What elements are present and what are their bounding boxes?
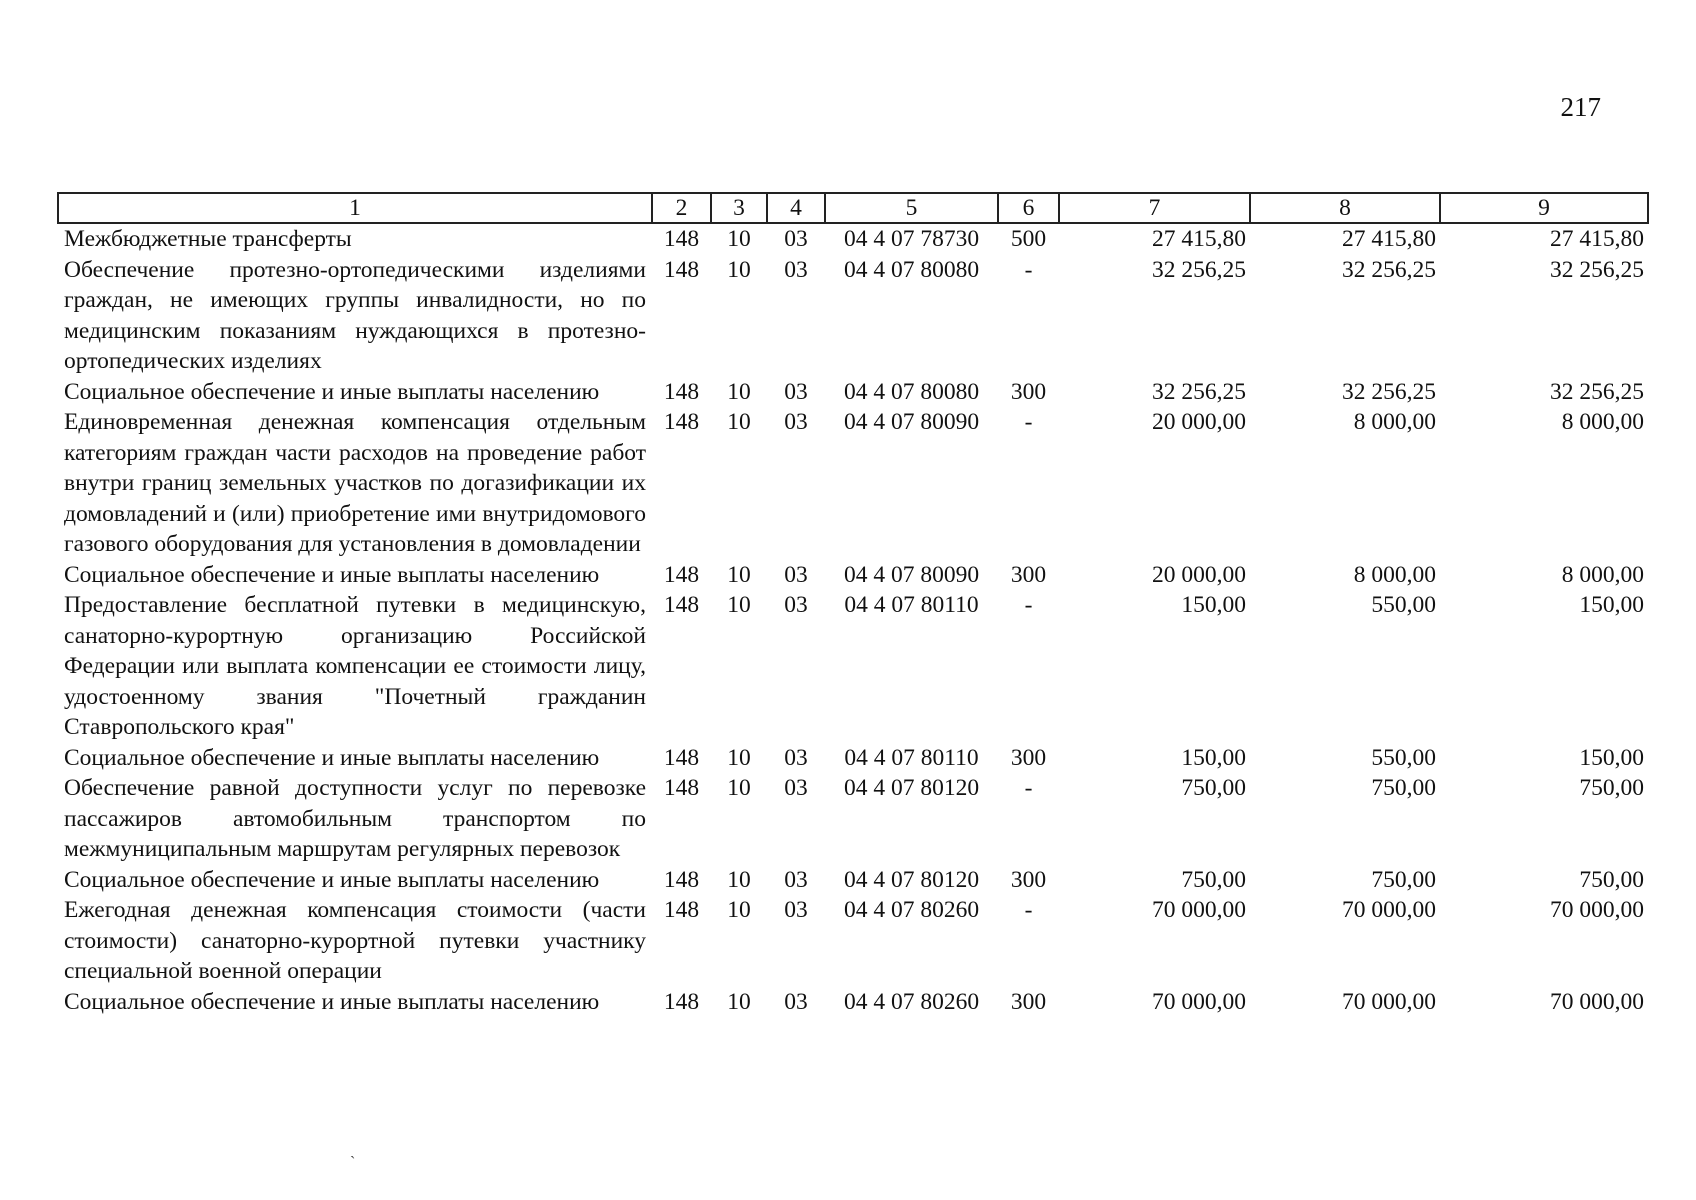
cell-col-4: 03: [784, 378, 808, 405]
table-row: [58, 865, 1648, 896]
cell-col-8: 8 000,00: [1353, 409, 1436, 435]
cell-col-2: 148: [663, 775, 700, 801]
table-row: [58, 560, 1648, 591]
cell-col-6: 300: [1010, 744, 1047, 771]
cell-col-5: 04 4 07 80090: [843, 561, 980, 588]
row-name: Предоставление бесплатной путевки в медицинскую, санаторно-курортную организацию Российской Федерации или выплата компенсации ее стоимости лицу, удостоенному звания "Почетный гражданин Ставропольского края": [64, 592, 646, 740]
cell-col-3: 10: [727, 226, 751, 252]
column-header-7: 7: [1059, 193, 1250, 223]
cell-col-5: 04 4 07 80110: [844, 592, 979, 618]
cell-col-3: 10: [727, 378, 751, 405]
cell-col-2: 148: [663, 744, 700, 771]
cell-col-7: 750,00: [1181, 866, 1246, 893]
table-row: [58, 743, 1648, 774]
cell-col-7: 70 000,00: [1152, 988, 1246, 1015]
table-row: [58, 895, 1648, 987]
cell-col-5: 04 4 07 80120: [843, 866, 980, 893]
cell-col-9: 70 000,00: [1550, 897, 1644, 923]
header-row: [58, 193, 1648, 223]
cell-col-7: 750,00: [1181, 775, 1246, 801]
column-header-8: 8: [1250, 193, 1440, 223]
page-number: 217: [1560, 92, 1601, 122]
table-row: [58, 377, 1648, 408]
row-name: Обеспечение протезно-ортопедическими изделиями граждан, не имеющих группы инвалидности, но по медицинским показаниям нуждающихся в протезно-ортопедических изделиях: [64, 256, 646, 374]
cell-col-9: 8 000,00: [1561, 409, 1644, 435]
cell-col-4: 03: [784, 561, 808, 588]
cell-col-3: 10: [727, 744, 751, 771]
cell-col-7: 150,00: [1181, 744, 1246, 771]
cell-col-3: 10: [727, 988, 751, 1015]
cell-col-3: 10: [727, 775, 751, 801]
table-row: [58, 223, 1648, 255]
cell-col-5: 04 4 07 80260: [843, 897, 980, 923]
cell-col-8: 70 000,00: [1342, 988, 1436, 1015]
row-name: Социальное обеспечение и иные выплаты населению: [64, 744, 600, 771]
row-name: Социальное обеспечение и иные выплаты населению: [64, 561, 600, 588]
column-header-3: 3: [711, 193, 767, 223]
cell-col-5: 04 4 07 78730: [843, 226, 980, 252]
cell-col-5: 04 4 07 80110: [844, 744, 979, 771]
cell-col-8: 750,00: [1371, 775, 1436, 801]
cell-col-6: 500: [1010, 226, 1047, 252]
cell-col-5: 04 4 07 80120: [843, 775, 980, 801]
cell-col-6: 300: [1010, 561, 1047, 588]
cell-col-8: 27 415,80: [1342, 226, 1436, 252]
cell-col-6: -: [1024, 256, 1033, 283]
cell-col-4: 03: [784, 988, 808, 1015]
cell-col-4: 03: [784, 744, 808, 771]
column-header-2: 2: [652, 193, 711, 223]
cell-col-8: 8 000,00: [1353, 561, 1436, 588]
cell-col-9: 32 256,25: [1550, 378, 1644, 405]
column-header-4: 4: [767, 193, 825, 223]
row-name: Обеспечение равной доступности услуг по перевозке пассажиров автомобильным транспортом по межмуниципальным маршрутам регулярных перевозок: [64, 775, 646, 862]
budget-table: [57, 192, 1649, 1017]
cell-col-7: 32 256,25: [1152, 378, 1246, 405]
cell-col-5: 04 4 07 80080: [843, 378, 980, 405]
table-row: [58, 255, 1648, 377]
cell-col-6: 300: [1010, 988, 1047, 1015]
cell-col-9: 8 000,00: [1561, 561, 1644, 588]
cell-col-3: 10: [727, 409, 751, 435]
row-name: Единовременная денежная компенсация отдельным категориям граждан части расходов на проведение работ внутри границ земельных участков по догазификации их домовладений и (или) приобретение ими внутридомового газового оборудования для установления в домовладении: [64, 409, 646, 557]
cell-col-2: 148: [663, 226, 700, 252]
cell-col-9: 150,00: [1579, 592, 1644, 618]
cell-col-7: 20 000,00: [1152, 409, 1246, 435]
cell-col-6: -: [1024, 409, 1033, 435]
cell-col-2: 148: [663, 409, 700, 435]
cell-col-5: 04 4 07 80260: [843, 988, 980, 1015]
row-name: Ежегодная денежная компенсация стоимости (части стоимости) санаторно-курортной путевки участнику специальной военной операции: [64, 897, 646, 984]
cell-col-6: -: [1024, 592, 1033, 618]
cell-col-3: 10: [727, 866, 751, 893]
table-row: [58, 590, 1648, 743]
cell-col-2: 148: [663, 561, 700, 588]
cell-col-7: 32 256,25: [1152, 256, 1246, 283]
cell-col-9: 150,00: [1579, 744, 1644, 771]
table-row: [58, 773, 1648, 865]
cell-col-2: 148: [663, 378, 700, 405]
cell-col-2: 148: [663, 592, 700, 618]
cell-col-5: 04 4 07 80090: [843, 409, 980, 435]
cell-col-6: 300: [1010, 866, 1047, 893]
column-header-6: 6: [998, 193, 1059, 223]
cell-col-8: 550,00: [1371, 592, 1436, 618]
cell-col-3: 10: [727, 897, 751, 923]
cell-col-9: 32 256,25: [1550, 256, 1644, 283]
cell-col-4: 03: [784, 866, 808, 893]
cell-col-3: 10: [727, 256, 751, 283]
cell-col-7: 27 415,80: [1152, 226, 1246, 252]
cell-col-4: 03: [784, 775, 808, 801]
row-name: Межбюджетные трансферты: [64, 226, 352, 252]
cell-col-6: -: [1024, 897, 1033, 923]
cell-col-8: 32 256,25: [1342, 256, 1436, 283]
cell-col-7: 70 000,00: [1152, 897, 1246, 923]
column-header-9: 9: [1440, 193, 1648, 223]
cell-col-6: -: [1024, 775, 1033, 801]
cell-col-4: 03: [784, 409, 808, 435]
cell-col-9: 70 000,00: [1550, 988, 1644, 1015]
cell-col-2: 148: [663, 988, 700, 1015]
cell-col-6: 300: [1010, 378, 1047, 405]
column-header-1: 1: [58, 193, 652, 223]
cell-col-4: 03: [784, 592, 808, 618]
column-header-5: 5: [825, 193, 998, 223]
cell-col-8: 70 000,00: [1342, 897, 1436, 923]
scan-speck: ˎ: [350, 1142, 356, 1159]
table-row: [58, 407, 1648, 560]
cell-col-9: 27 415,80: [1550, 226, 1644, 252]
cell-col-7: 20 000,00: [1152, 561, 1246, 588]
cell-col-5: 04 4 07 80080: [843, 256, 980, 283]
cell-col-2: 148: [663, 256, 700, 283]
row-name: Социальное обеспечение и иные выплаты населению: [64, 988, 600, 1015]
cell-col-9: 750,00: [1579, 866, 1644, 893]
cell-col-9: 750,00: [1579, 775, 1644, 801]
cell-col-7: 150,00: [1181, 592, 1246, 618]
cell-col-2: 148: [663, 897, 700, 923]
cell-col-4: 03: [784, 897, 808, 923]
cell-col-8: 750,00: [1371, 866, 1436, 893]
cell-col-3: 10: [727, 592, 751, 618]
row-name: Социальное обеспечение и иные выплаты населению: [64, 378, 600, 405]
cell-col-4: 03: [784, 226, 808, 252]
cell-col-8: 550,00: [1371, 744, 1436, 771]
cell-col-2: 148: [663, 866, 700, 893]
cell-col-4: 03: [784, 256, 808, 283]
row-name: Социальное обеспечение и иные выплаты населению: [64, 866, 600, 893]
cell-col-8: 32 256,25: [1342, 378, 1436, 405]
table-row: [58, 987, 1648, 1018]
cell-col-3: 10: [727, 561, 751, 588]
